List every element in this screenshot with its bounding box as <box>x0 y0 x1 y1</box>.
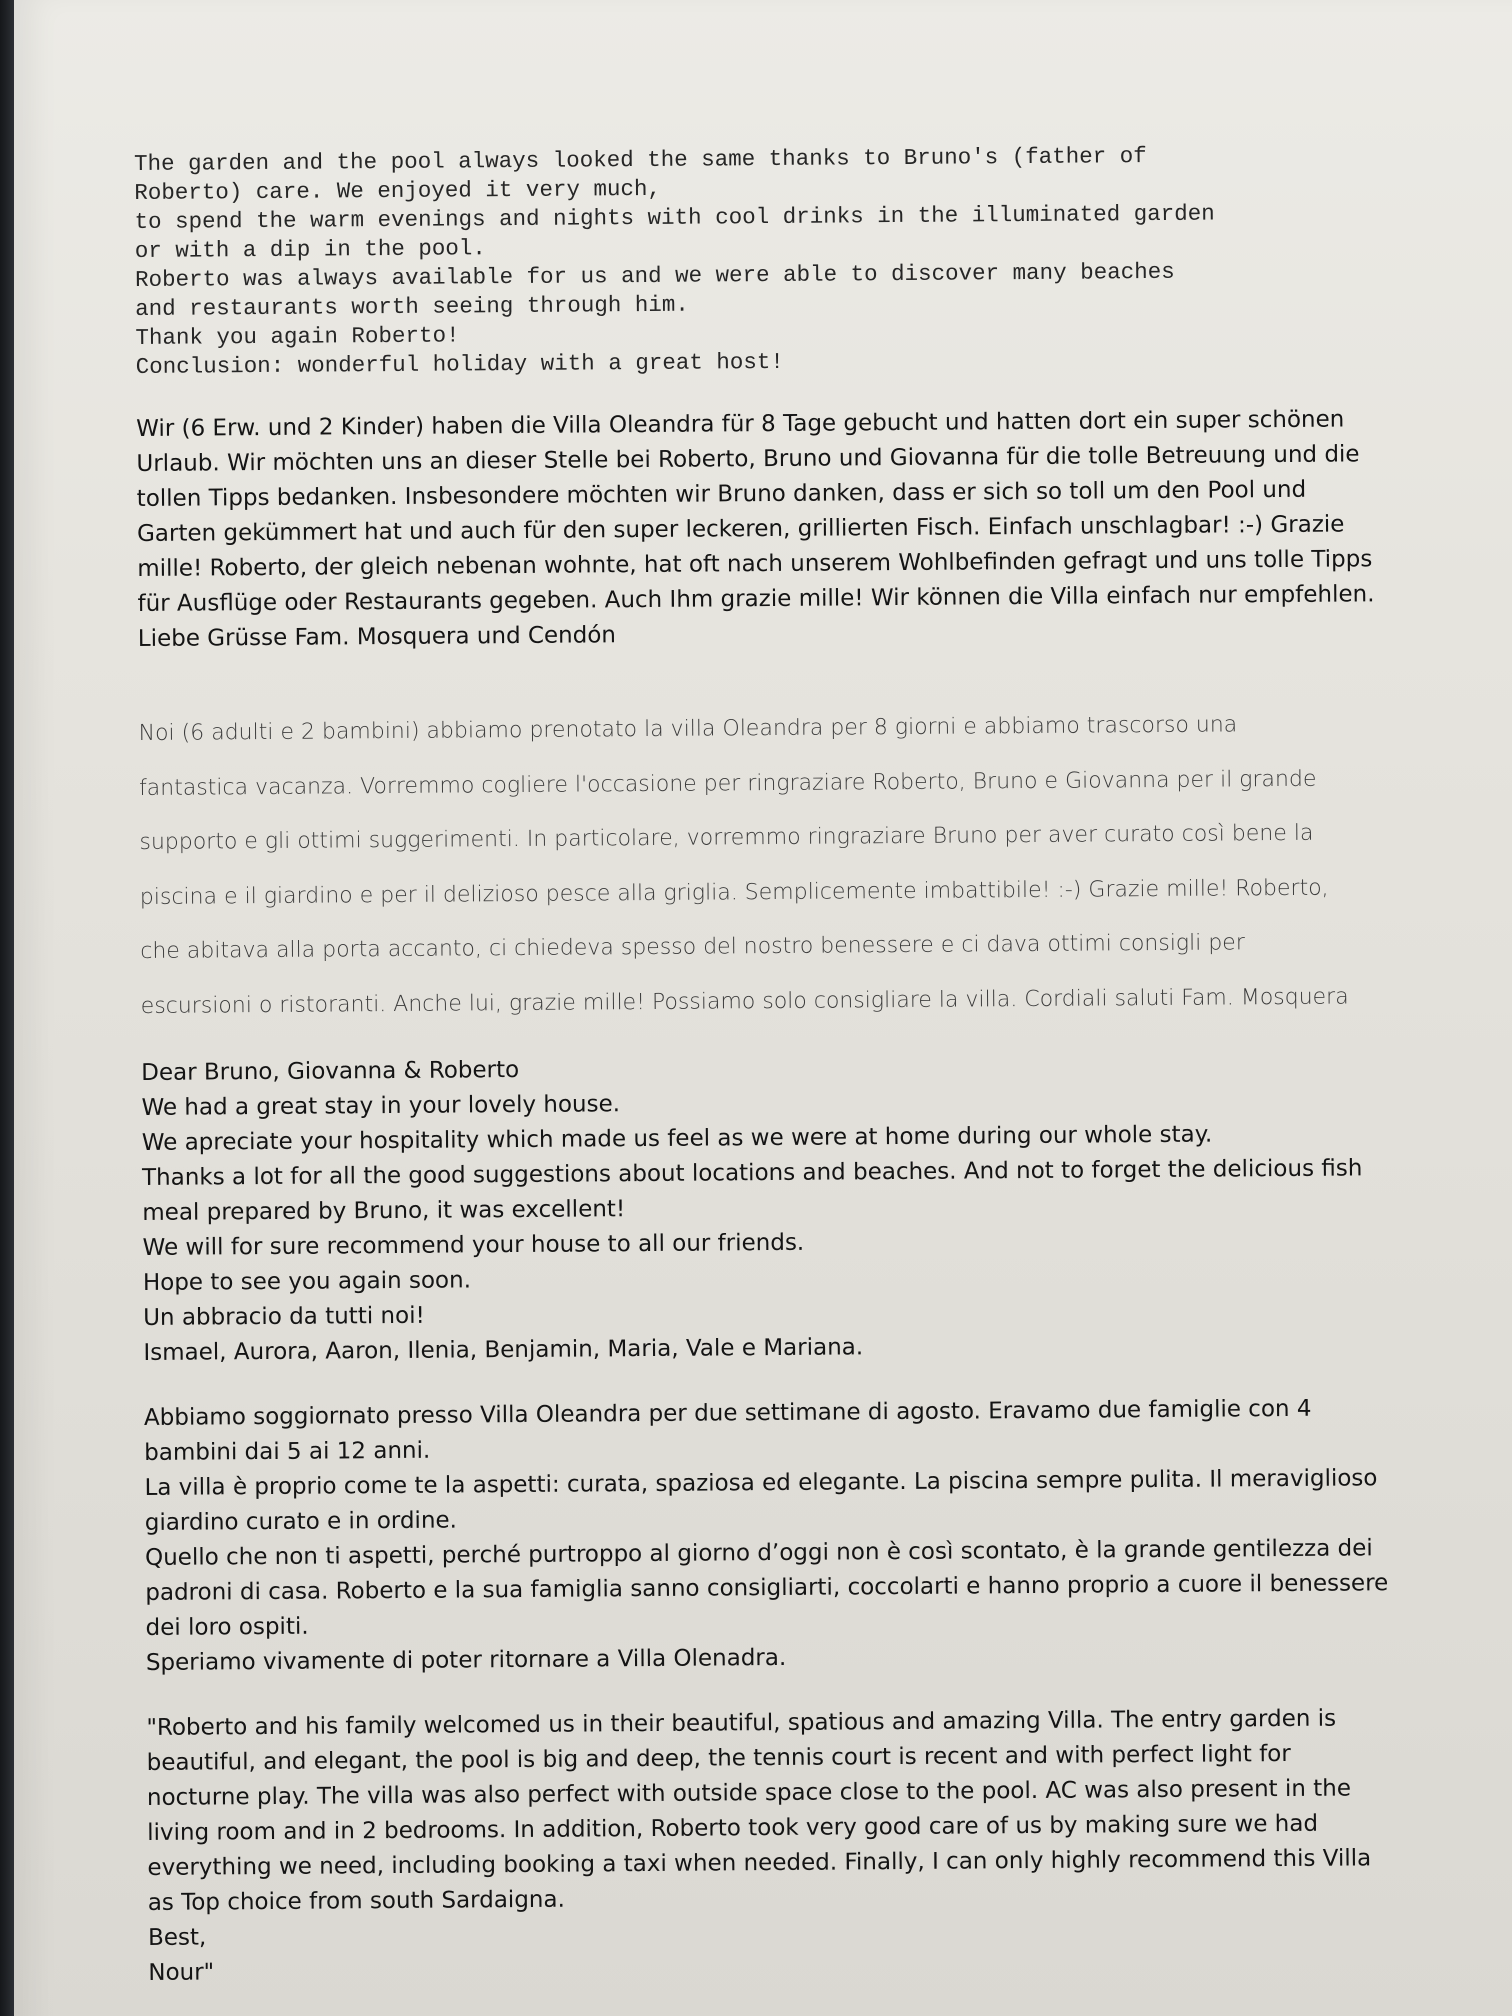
review-en-typewriter <box>134 140 1386 382</box>
text-line: or with a dip in the pool. <box>134 235 486 264</box>
text-line: giardino curato e in ordine. <box>144 1507 458 1536</box>
text-line: dei loro ospiti. <box>145 1613 309 1641</box>
text-line: as Top choice from south Sardaigna. <box>147 1886 565 1916</box>
text-line: Urlaub. Wir möchten uns an dieser Stelle bei Roberto, Bruno und Giovanna für die tolle Betreuung und die <box>136 441 1360 477</box>
text-line: Hope to see you again soon. <box>142 1267 472 1296</box>
text-line: and restaurants worth seeing through him. <box>135 291 689 322</box>
text-line: Roberto) care. We enjoyed it very much, <box>134 175 662 206</box>
text-line: fantastica vacanza. Vorremmo cogliere l'occasione per ringraziare Roberto, Bruno e Giovanna per il grande <box>138 766 1317 801</box>
text-line: "Roberto and his family welcomed us in their beautiful, spatious and amazing Villa. The entry garden is <box>146 1705 1337 1741</box>
text-line: We will for sure recommend your house to all our friends. <box>142 1229 805 1261</box>
text-line: nocturne play. The villa was also perfect with outside space close to the pool. AC was also present in the <box>146 1775 1352 1811</box>
text-line: Ismael, Aurora, Aaron, Ilenia, Benjamin, Maria, Vale e Mariana. <box>143 1334 864 1366</box>
text-line: Noi (6 adulti e 2 bambini) abbiamo prenotato la villa Oleandra per 8 giorni e abbiamo trascorso una <box>138 712 1238 746</box>
text-line: Thank you again Roberto! <box>135 322 460 351</box>
text-line: The garden and the pool always looked the same thanks to Bruno's (father of <box>134 143 1147 177</box>
review-it-1 <box>138 697 1391 1034</box>
text-line: Thanks a lot for all the good suggestions about locations and beaches. And not to forget the delicious fish <box>141 1155 1363 1191</box>
review-en-3 <box>146 1701 1398 1991</box>
text-line: We apreciate your hospitality which made us feel as we were at home during our whole stay. <box>141 1121 1213 1156</box>
text-line: Roberto was always available for us and we were able to discover many beaches <box>134 258 1175 293</box>
text-line: everything we need, including booking a taxi when needed. Finally, I can only highly recommend this Villa <box>147 1845 1372 1881</box>
review-de <box>136 402 1388 657</box>
text-line: mille! Roberto, der gleich nebenan wohnte, hat oft nach unserem Wohlbefinden gefragt und uns tolle Tipps <box>137 546 1373 582</box>
text-line: piscina e il giardino e per il delizioso pesce alla griglia. Semplicemente imbattibile! :-) Grazie mille! Roberto, <box>139 875 1329 910</box>
text-line: Conclusion: wonderful holiday with a great host! <box>135 348 784 380</box>
review-it-2 <box>144 1391 1396 1681</box>
text-line: La villa è proprio come te la aspetti: curata, spaziosa ed elegante. La piscina sempre pulita. Il meraviglioso <box>144 1465 1378 1501</box>
review-en-2 <box>141 1046 1393 1371</box>
text-line: für Ausflüge oder Restaurants gegeben. Auch Ihm grazie mille! Wir können die Villa einfach nur empfehlen. <box>137 581 1375 617</box>
text-line: che abitava alla porta accanto, ci chiedeva spesso del nostro benessere e ci dava ottimi consigli per <box>140 930 1245 964</box>
text-line: bambini dai 5 ai 12 anni. <box>144 1437 431 1466</box>
text-line: escursioni o ristoranti. Anche lui, grazie mille! Possiamo solo consigliare la villa. Cordiali saluti Fam. Mosquera <box>140 983 1349 1019</box>
text-line: to spend the warm evenings and nights with cool drinks in the illuminated garden <box>134 200 1215 235</box>
text-line: beautiful, and elegant, the pool is big and deep, the tennis court is recent and with perfect light for <box>146 1740 1291 1776</box>
text-line: meal prepared by Bruno, it was excellent! <box>142 1196 626 1226</box>
text-line: Liebe Grüsse Fam. Mosquera und Cendón <box>137 622 617 652</box>
text-line: Abbiamo soggiornato presso Villa Oleandra per due settimane di agosto. Eravamo due famiglie con 4 <box>143 1395 1312 1431</box>
text-line: Quello che non ti aspetti, perché purtroppo al giorno d’oggi non è così scontato, è la grande gentilezza dei <box>144 1535 1373 1571</box>
text-line: padroni di casa. Roberto e la sua famiglia sanno consigliarti, coccolarti e hanno proprio a cuore il benessere <box>145 1570 1389 1606</box>
text-line: We had a great stay in your lovely house. <box>141 1091 621 1121</box>
text-line: Best, <box>147 1924 207 1951</box>
text-line: tollen Tipps bedanken. Insbesondere möchten wir Bruno danken, dass er sich so toll um den Pool und <box>136 476 1307 512</box>
text-line: living room and in 2 bedrooms. In addition, Roberto took very good care of us by making sure we had <box>147 1810 1319 1846</box>
text-line: Nour" <box>148 1959 215 1986</box>
text-line: Wir (6 Erw. und 2 Kinder) haben die Villa Oleandra für 8 Tage gebucht und hatten dort ein super schönen <box>136 406 1345 442</box>
text-line: Dear Bruno, Giovanna & Roberto <box>141 1057 520 1086</box>
reviews-content <box>134 140 1398 1991</box>
text-line: Garten gekümmert hat und auch für den super leckeren, grillierten Fisch. Einfach unschlagbar! :-) Grazie <box>136 511 1345 547</box>
text-line: supporto e gli ottimi suggerimenti. In particolare, vorremmo ringraziare Bruno per aver curato così bene la <box>139 820 1314 855</box>
text-line: Un abbracio da tutti noi! <box>143 1302 425 1331</box>
text-line: Speriamo vivamente di poter ritornare a Villa Olenadra. <box>145 1644 787 1676</box>
